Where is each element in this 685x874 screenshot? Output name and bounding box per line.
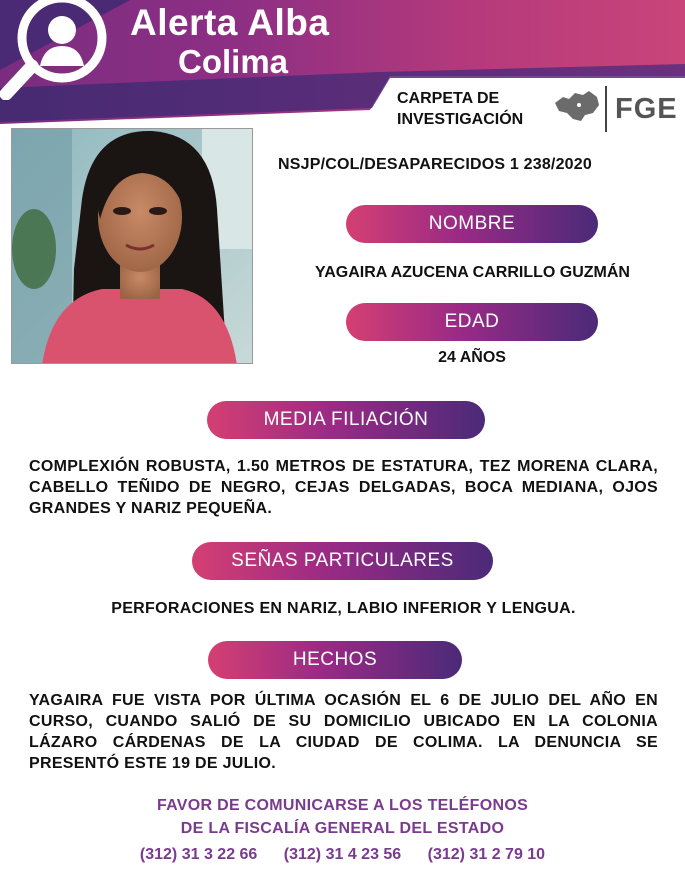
hechos-heading: HECHOS (208, 641, 462, 679)
phone-number[interactable]: (312) 31 2 79 10 (427, 846, 546, 863)
carpeta-line-2: INVESTIGACIÓN (397, 111, 524, 128)
magnifier-person-icon (0, 0, 116, 100)
senas-heading: SEÑAS PARTICULARES (192, 542, 493, 580)
media-filiacion-heading: MEDIA FILIACIÓN (207, 401, 485, 439)
missing-person-photo (11, 128, 253, 364)
edad-heading: EDAD (346, 303, 598, 341)
colima-state-map-icon (553, 89, 601, 130)
hechos-text: YAGAIRA FUE VISTA POR ÚLTIMA OCASIÓN EL 6 DE JULIO DEL AÑO EN CURSO, CUANDO SALIÓ DE SU DOMICILIO UBICADO EN LA COLONIA LÁZARO CÁRDENAS DE LA CIUDAD DE COLIMA. LA DENUNCIA SE PRESENTÓ ESTE 19 DE JULIO. (29, 692, 658, 772)
media-filiacion-text: COMPLEXIÓN ROBUSTA, 1.50 METROS DE ESTATURA, TEZ MORENA CLARA, CABELLO TEÑIDO DE NEGRO, CEJAS DELGADAS, BOCA MEDIANA, OJOS GRANDES Y NARIZ PEQUEÑA. (29, 458, 658, 517)
nombre-heading: NOMBRE (346, 205, 598, 243)
case-number: NSJP/COL/DESAPARECIDOS 1 238/2020 (278, 156, 592, 173)
phone-list (0, 846, 685, 864)
footer-line-1: FAVOR DE COMUNICARSE A LOS TELÉFONOS (156, 797, 529, 814)
title-line-1: Alerta Alba (130, 2, 330, 43)
phone-number[interactable]: (312) 31 3 22 66 (139, 846, 258, 863)
phone-number[interactable]: (312) 31 4 23 56 (283, 846, 402, 863)
fge-logo: FGE (615, 93, 678, 125)
logo-divider (605, 86, 607, 132)
footer-line-2: DE LA FISCALÍA GENERAL DEL ESTADO (180, 820, 505, 837)
carpeta-line-1: CARPETA DE (397, 90, 500, 107)
edad-value: 24 AÑOS (438, 349, 506, 366)
carpeta-label (397, 88, 523, 130)
title-line-2: Colima (178, 43, 289, 80)
nombre-value: YAGAIRA AZUCENA CARRILLO GUZMÁN (315, 264, 630, 281)
senas-text: PERFORACIONES EN NARIZ, LABIO INFERIOR Y LENGUA. (111, 600, 576, 617)
